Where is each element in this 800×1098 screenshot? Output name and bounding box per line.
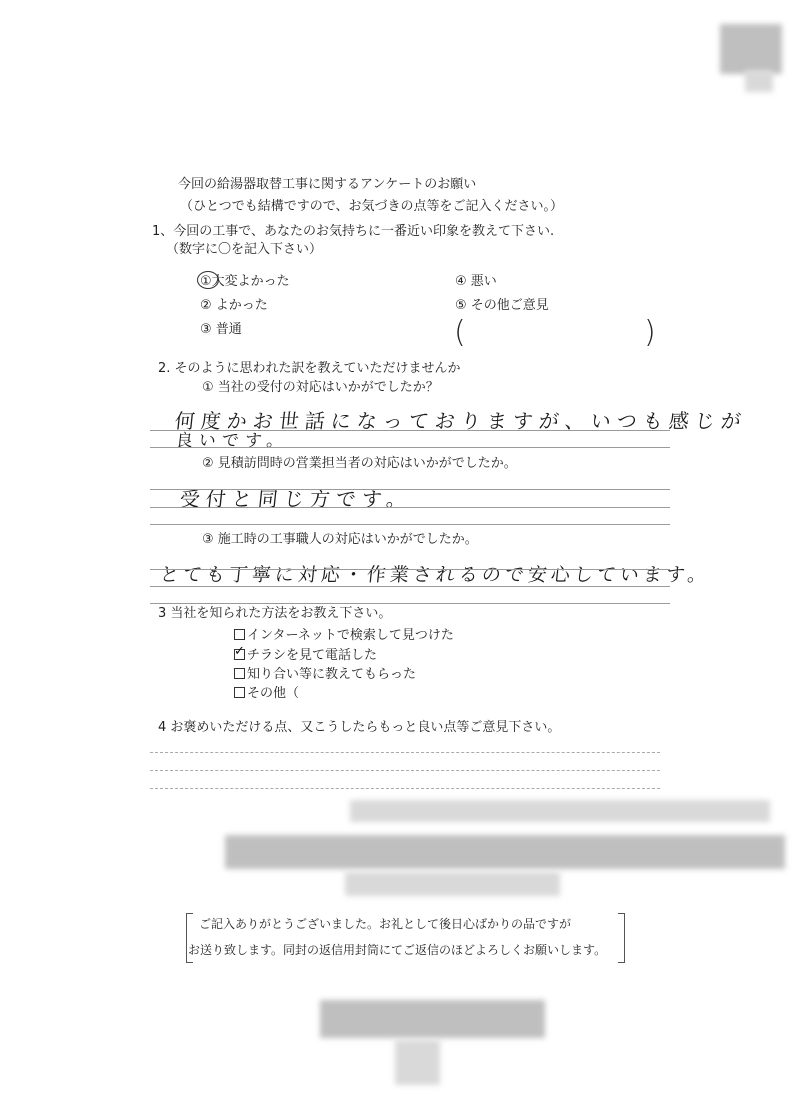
option-label: チラシを見て電話した [247,648,378,663]
thanks-line-1: ご記入ありがとうございました。お礼として後日心ばかりの品ですが [199,917,572,931]
option-label: 大変よかった [211,274,290,289]
q1-instruction: （数字に〇を記入下さい） [166,242,323,257]
q1-option-2[interactable] [200,298,268,314]
q3-option-flyer[interactable] [234,648,377,664]
thanks-bracket-right [618,913,625,963]
q2-sub3-label: ③ 施工時の工事職人の対応はいかがでしたか。 [202,532,478,547]
q2-sub1-answer-line1: 何度かお世話になっておりますが、いつも感じが [173,409,749,433]
q1-option-3[interactable] [200,322,242,338]
option-number: ① [200,274,212,289]
option-label: 普通 [215,322,242,337]
q3-question: 3 当社を知られた方法をお教え下さい。 [158,606,392,621]
answer-line [150,430,670,431]
option-label: インターネットで検索して見つけた [247,628,454,643]
survey-subtitle: （ひとつでも結構ですので、お気づきの点等をご記入ください。） [180,199,563,214]
thanks-line-2: お送り致します。同封の返信用封筒にてご返信のほどよろしくお願いします。 [188,943,607,957]
checkbox[interactable] [234,629,245,640]
q1-question: 1、今回の工事で、あなたのお気持ちに一番近い印象を教えて下さい. [152,224,555,239]
q3-option-acquaintance[interactable] [234,667,416,683]
answer-line [150,524,670,525]
q2-sub1-answer-line2: 良いです。 [174,431,291,451]
q1-option-4[interactable] [455,274,497,290]
option-label: よかった [215,298,268,313]
answer-line [150,507,670,508]
answer-line [150,770,660,771]
other-opinion-paren-close: ) [644,315,656,350]
q2-sub2-label: ② 見積訪問時の営業担当者の対応はいかがでしたか。 [202,456,517,471]
redacted-logo-top-tail [745,70,773,92]
q2-question: 2. そのように思われた訳を教えていただけませんか [158,361,461,376]
redacted-signature [320,1000,545,1038]
answer-line [150,603,670,604]
q4-question: 4 お褒めいただける点、又こうしたらもっと良い点等ご意見下さい。 [158,720,561,735]
survey-title: 今回の給湯器取替工事に関するアンケートのお願い [178,177,477,192]
checkbox[interactable] [234,668,245,679]
option-label: 知り合い等に教えてもらった [247,667,417,682]
checkbox-checked[interactable] [234,649,245,660]
option-number: ② [200,298,212,313]
q3-option-other[interactable] [234,686,299,702]
option-number: ④ [455,274,467,289]
answer-line [150,788,660,789]
option-number: ⑤ [455,298,467,313]
option-label: 悪い [470,274,497,289]
checkbox[interactable] [234,687,245,698]
answer-line [150,447,670,448]
q1-option-5[interactable] [455,298,549,314]
redacted-signature-tail [395,1040,440,1085]
redacted-logo-top [720,24,782,74]
q2-sub2-answer: 受付と同じ方です。 [178,487,414,511]
option-label: その他ご意見 [470,298,549,313]
redacted-info-row1 [350,800,770,822]
answer-line [150,569,670,570]
option-number: ③ [200,322,212,337]
redacted-info-row3 [345,872,560,896]
q2-sub3-answer: とても丁寧に対応・作業されるので安心しています。 [158,564,712,586]
q1-option-1[interactable] [200,274,290,290]
q2-sub1-label: ① 当社の受付の対応はいかがでしたか？ [202,380,439,395]
answer-line [150,586,670,587]
q3-option-internet[interactable] [234,628,454,644]
redacted-info-row2 [225,835,785,869]
option-label: その他（ [247,686,300,701]
answer-line [150,752,660,753]
other-opinion-paren-open: ( [454,315,466,350]
answer-line [150,489,670,490]
